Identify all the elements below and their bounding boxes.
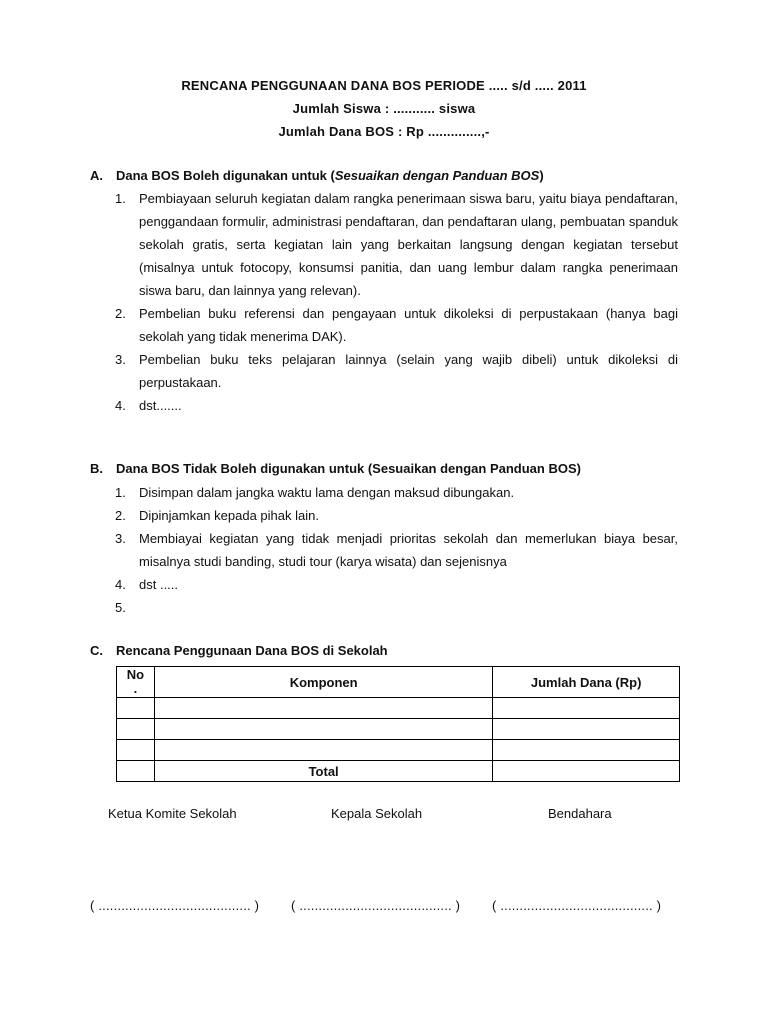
list-item bbox=[115, 302, 678, 348]
col-jumlah-header: Jumlah Dana (Rp) bbox=[493, 667, 680, 698]
list-item bbox=[115, 394, 678, 417]
list-item bbox=[115, 348, 678, 394]
section-b-heading bbox=[90, 461, 581, 476]
list-item bbox=[115, 504, 678, 527]
section-c-heading bbox=[90, 643, 388, 658]
table-header-row bbox=[117, 667, 680, 698]
section-b-letter: B. bbox=[90, 461, 103, 476]
section-a-title-end: ) bbox=[539, 168, 544, 183]
table-row bbox=[117, 719, 680, 740]
item-text: Membiayai kegiatan yang tidak menjadi prioritas sekolah dan memerlukan biaya besar, misalnya studi banding, studi tour (karya wisata) dan sejenisnya bbox=[139, 531, 678, 569]
item-number: 2. bbox=[115, 508, 126, 523]
list-item bbox=[115, 481, 678, 504]
jumlah-siswa-line: Jumlah Siswa : ........... siswa bbox=[292, 101, 476, 116]
rencana-table bbox=[116, 666, 680, 782]
total-label: Total bbox=[154, 761, 492, 782]
item-number: 1. bbox=[115, 485, 126, 500]
item-text: dst....... bbox=[139, 398, 182, 413]
section-b-list bbox=[115, 481, 678, 619]
signature-bendahara-label: Bendahara bbox=[548, 806, 612, 821]
section-a-heading bbox=[90, 168, 544, 183]
item-text: dst ..... bbox=[139, 577, 179, 592]
list-item bbox=[115, 596, 678, 619]
item-number: 3. bbox=[115, 352, 126, 367]
section-a-title-italic: Sesuaikan dengan Panduan BOS bbox=[334, 168, 540, 183]
table-row bbox=[117, 740, 680, 761]
item-number: 4. bbox=[115, 577, 126, 592]
list-item bbox=[115, 187, 678, 302]
section-c-letter: C. bbox=[90, 643, 103, 658]
section-a-title: Dana BOS Boleh digunakan untuk ( bbox=[116, 168, 335, 183]
item-number: 2. bbox=[115, 306, 126, 321]
table-total-row bbox=[117, 761, 680, 782]
list-item bbox=[115, 573, 678, 596]
signature-komite-blank: ( ........................................ ) bbox=[90, 898, 260, 913]
section-a-list bbox=[115, 187, 678, 417]
jumlah-dana-line: Jumlah Dana BOS : Rp ..............,- bbox=[278, 124, 490, 139]
section-c-title: Rencana Penggunaan Dana BOS di Sekolah bbox=[116, 643, 388, 658]
col-no-header: No . bbox=[117, 667, 155, 698]
table-row bbox=[117, 698, 680, 719]
signature-komite-label: Ketua Komite Sekolah bbox=[108, 806, 237, 821]
item-number: 5. bbox=[115, 600, 126, 615]
item-number: 1. bbox=[115, 191, 126, 206]
item-number: 3. bbox=[115, 531, 126, 546]
section-a-letter: A. bbox=[90, 168, 103, 183]
section-b-title: Dana BOS Tidak Boleh digunakan untuk (Sesuaikan dengan Panduan BOS) bbox=[116, 461, 581, 476]
item-text: Pembelian buku referensi dan pengayaan untuk dikoleksi di perpustakaan (hanya bagi sekolah yang tidak menerima DAK). bbox=[139, 306, 678, 344]
signature-kepala-label: Kepala Sekolah bbox=[331, 806, 423, 821]
signature-bendahara-blank: ( ........................................ ) bbox=[492, 898, 662, 913]
item-text: Pembiayaan seluruh kegiatan dalam rangka penerimaan siswa baru, yaitu biaya pendaftaran, penggandaan formulir, administrasi pendaftaran, dan pendaftaran ulang, pembuatan spanduk sekolah gratis, serta kegiatan lain yang berkaitan langsung dengan kegiatan tersebut (misalnya untuk fotocopy, konsumsi panitia, dan uang lembur dalam rangka penerimaan siswa baru, dan lainnya yang relevan). bbox=[139, 191, 678, 298]
item-number: 4. bbox=[115, 398, 126, 413]
item-text: Pembelian buku teks pelajaran lainnya (selain yang wajib dibeli) untuk dikoleksi di perpustakaan. bbox=[139, 352, 678, 390]
signature-kepala-blank: ( ........................................ ) bbox=[291, 898, 461, 913]
item-text: Disimpan dalam jangka waktu lama dengan maksud dibungakan. bbox=[139, 485, 515, 500]
item-text: Dipinjamkan kepada pihak lain. bbox=[139, 508, 319, 523]
col-komponen-header: Komponen bbox=[154, 667, 492, 698]
document-title: RENCANA PENGGUNAAN DANA BOS PERIODE ..... s/d ..... 2011 bbox=[181, 78, 587, 93]
list-item bbox=[115, 527, 678, 573]
